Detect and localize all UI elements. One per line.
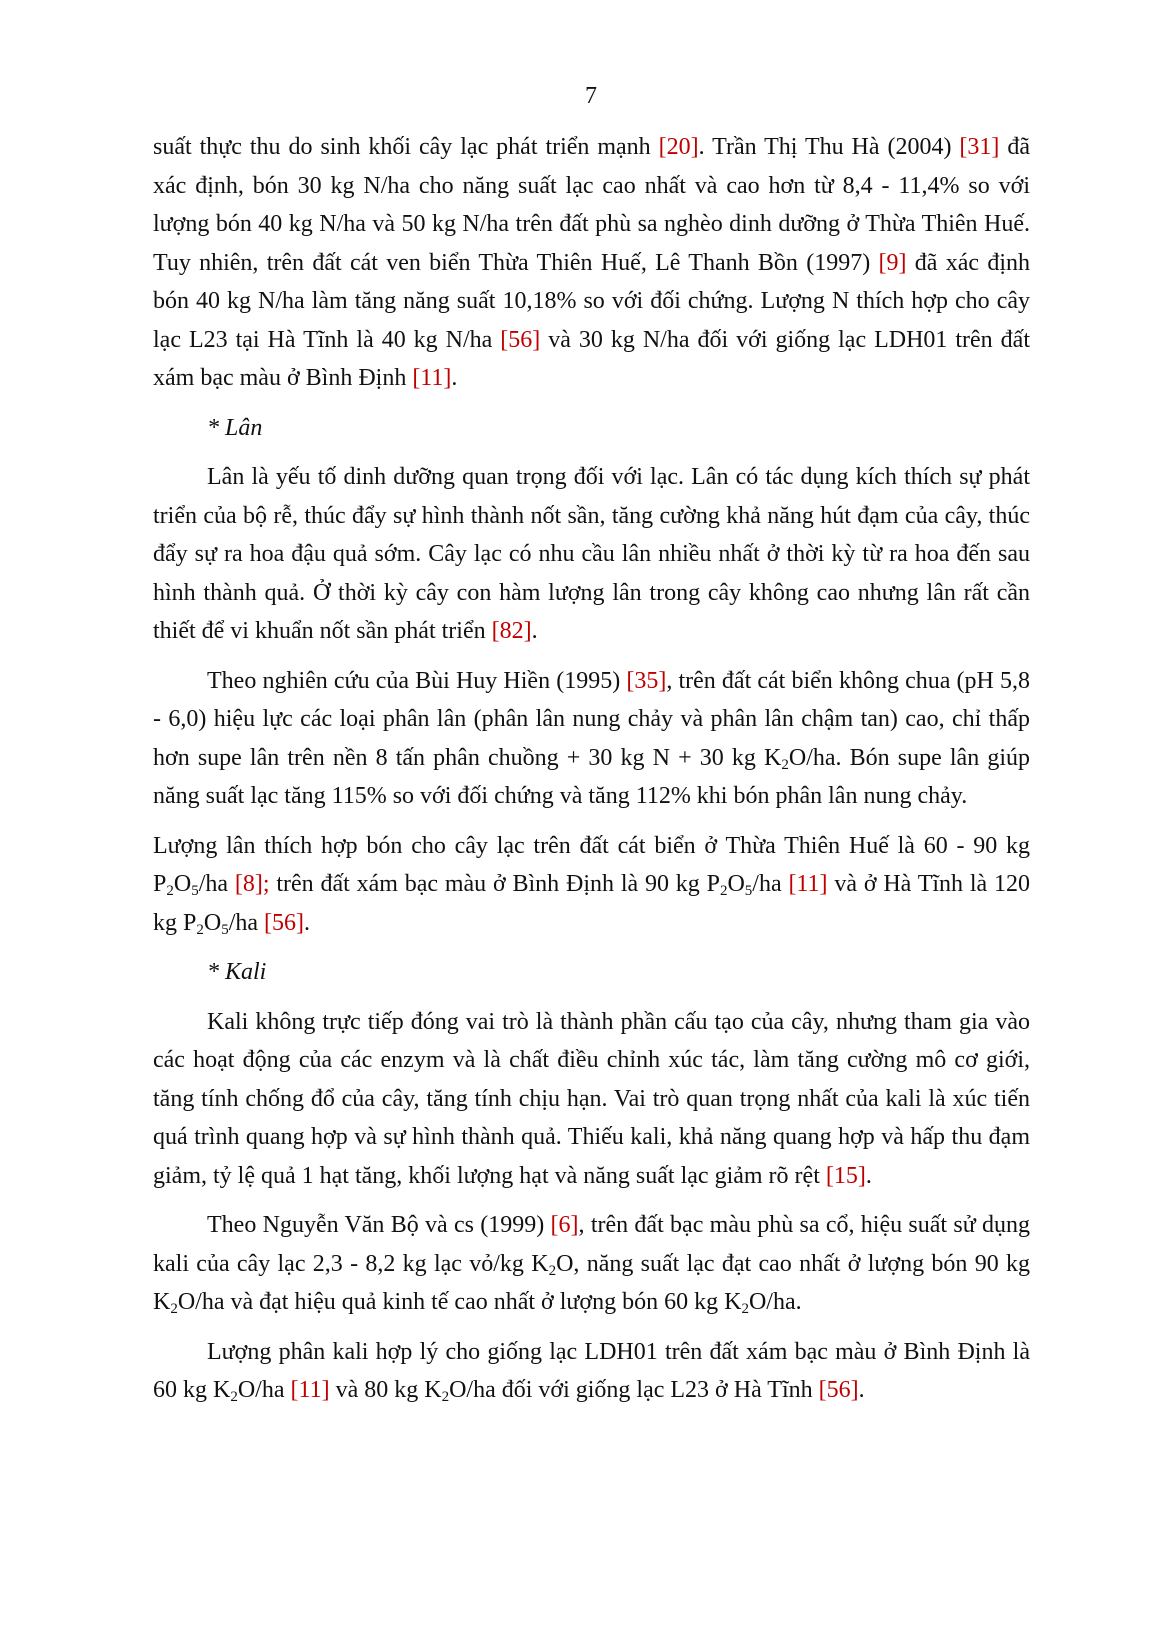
text-run: Theo nghiên cứu của Bùi Huy Hiền (1995)	[207, 667, 627, 694]
text-run: O/ha và đạt hiệu quả kinh tế cao nhất ở lượng bón 60 kg K	[177, 1289, 742, 1315]
subscript: 2	[441, 1389, 450, 1405]
text-run: /ha	[198, 871, 235, 897]
text-run: và ở Hà Tĩnh là 120 kg P	[153, 871, 1030, 936]
text-run: Lượng phân kali hợp lý cho giống lạc LDH01 trên đất xám bạc màu ở Bình Định là 60 kg K	[153, 1338, 1030, 1403]
text-run: đã xác định, bón 30 kg N/ha cho năng suất lạc cao nhất và cao hơn từ 8,4 - 11,4% so với lượng bón 40 kg N/ha và 50 kg N/ha trên đất phù sa nghèo dinh dưỡng ở Thừa Thiên Huế. Tuy nhiên, trên đất cát ven biển Thừa Thiên Huế, Lê Thanh Bồn (1997)	[153, 134, 1031, 276]
citation-link[interactable]: [20]	[658, 134, 699, 160]
text-run: .	[451, 365, 458, 391]
text-run: O/ha. Bón supe lân giúp năng suất lạc tăng 115% so với đối chứng và tăng 112% khi bón phân lân nung chảy.	[153, 744, 1031, 809]
text-run: Lượng lân thích hợp bón cho cây lạc trên đất cát biển ở Thừa Thiên Huế là 60 - 90 kg P	[153, 832, 1030, 897]
paragraph	[153, 1003, 1030, 1196]
text-run: , trên đất cát biển không chua (pH 5,8 - 6,0) hiệu lực các loại phân lân (phân lân nung chảy và phân lân chậm tan) cao, chỉ thấp hơn supe lân trên nền 8 tấn phân chuồng + 30 kg N + 30 kg K	[153, 667, 1030, 771]
text-run: O	[203, 909, 222, 936]
citation-link[interactable]: [31]	[959, 134, 1000, 160]
citation-link[interactable]: [82]	[491, 618, 532, 644]
paragraph	[153, 128, 1030, 398]
text-run: O	[727, 871, 745, 897]
subscript: 2	[230, 1389, 238, 1405]
text-run: .	[304, 909, 311, 936]
text-run: /ha	[228, 909, 265, 936]
subscript: 2	[781, 756, 789, 773]
section-heading-kali	[153, 953, 1030, 992]
heading-text: * Kali	[207, 959, 267, 985]
text-run: O/ha.	[748, 1289, 802, 1315]
text-run: đã xác định bón 40 kg N/ha làm tăng năng suất 10,18% so với đối chứng. Lượng N thích hợp cho cây lạc L23 tại Hà Tĩnh là 40 kg N/ha	[153, 249, 1031, 353]
subscript: 5	[191, 883, 199, 899]
heading-text: * Lân	[207, 414, 263, 441]
text-run: trên đất xám bạc màu ở Bình Định là 90 kg P	[269, 871, 720, 897]
text-run: .	[865, 1162, 872, 1189]
subscript: 2	[548, 1262, 557, 1279]
text-run: và 80 kg K	[329, 1377, 442, 1403]
citation-link[interactable]: [6]	[550, 1212, 579, 1238]
citation-link[interactable]: [8];	[234, 871, 270, 897]
text-run: và 30 kg N/ha đối với giống lạc LDH01 trên đất xám bạc màu ở Bình Định	[153, 326, 1030, 391]
text-run: O	[173, 871, 192, 897]
subscript: 2	[170, 1301, 178, 1317]
paragraph	[153, 662, 1030, 816]
citation-link[interactable]: [15]	[825, 1162, 866, 1189]
citation-link[interactable]: [56]	[264, 909, 305, 936]
citation-link[interactable]: [11]	[290, 1377, 330, 1403]
text-run: suất thực thu do sinh khối cây lạc phát triển mạnh	[153, 134, 659, 160]
text-run: , trên đất bạc màu phù sa cổ, hiệu suất sử dụng kali của cây lạc 2,3 - 8,2 kg lạc vỏ/kg K	[153, 1212, 1030, 1277]
text-run: Theo Nguyễn Văn Bộ và cs (1999)	[207, 1212, 551, 1238]
text-run: O/ha	[237, 1377, 291, 1403]
text-run: .	[531, 618, 538, 644]
subscript: 2	[166, 883, 174, 899]
text-run: . Trần Thị Thu Hà (2004)	[698, 134, 960, 160]
citation-link[interactable]: [11]	[788, 871, 828, 897]
paragraph	[153, 827, 1030, 943]
subscript: 2	[741, 1301, 749, 1317]
citation-link[interactable]: [56]	[500, 326, 541, 353]
subscript: 2	[719, 883, 728, 899]
paragraph	[153, 1206, 1030, 1322]
subscript: 5	[221, 921, 229, 938]
citation-link[interactable]: [56]	[818, 1377, 859, 1403]
text-run: /ha	[752, 871, 789, 897]
text-run: Kali không trực tiếp đóng vai trò là thành phần cấu tạo của cây, nhưng tham gia vào các hoạt động của các enzym và là chất điều chỉnh xúc tác, làm tăng cường mô cơ giới, tăng tính chống đổ của cây, tăng tính chịu hạn. Vai trò quan trọng nhất của kali là xúc tiến quá trình quang hợp và sự hình thành quả. Thiếu kali, khả năng quang hợp và hấp thu đạm giảm, tỷ lệ quả 1 hạt tăng, khối lượng hạt và năng suất lạc giảm rõ rệt	[153, 1008, 1030, 1189]
paragraph	[153, 458, 1030, 651]
subscript: 2	[196, 921, 204, 938]
subscript: 5	[744, 883, 753, 899]
text-run: O/ha đối với giống lạc L23 ở Hà Tĩnh	[449, 1377, 819, 1403]
paragraph	[153, 1333, 1030, 1410]
citation-link[interactable]: [9]	[878, 249, 907, 276]
text-run: Lân là yếu tố dinh dưỡng quan trọng đối với lạc. Lân có tác dụng kích thích sự phát triển của bộ rễ, thúc đẩy sự hình thành nốt sần, tăng cường khả năng hút đạm của cây, thúc đẩy sự ra hoa đậu quả sớm. Cây lạc có nhu cầu lân nhiều nhất ở thời kỳ từ ra hoa đến sau hình thành quả. Ở thời kỳ cây con hàm lượng lân trong cây không cao nhưng lân rất cần thiết để vi khuẩn nốt sần phát triển	[153, 464, 1030, 644]
text-run: O, năng suất lạc đạt cao nhất ở lượng bón 90 kg K	[153, 1250, 1030, 1315]
page-number: 7	[585, 83, 597, 109]
citation-link[interactable]: [11]	[412, 365, 452, 391]
text-run: .	[858, 1377, 865, 1403]
document-body	[153, 128, 1030, 1410]
citation-link[interactable]: [35]	[626, 667, 667, 694]
section-heading-lan	[153, 409, 1030, 448]
